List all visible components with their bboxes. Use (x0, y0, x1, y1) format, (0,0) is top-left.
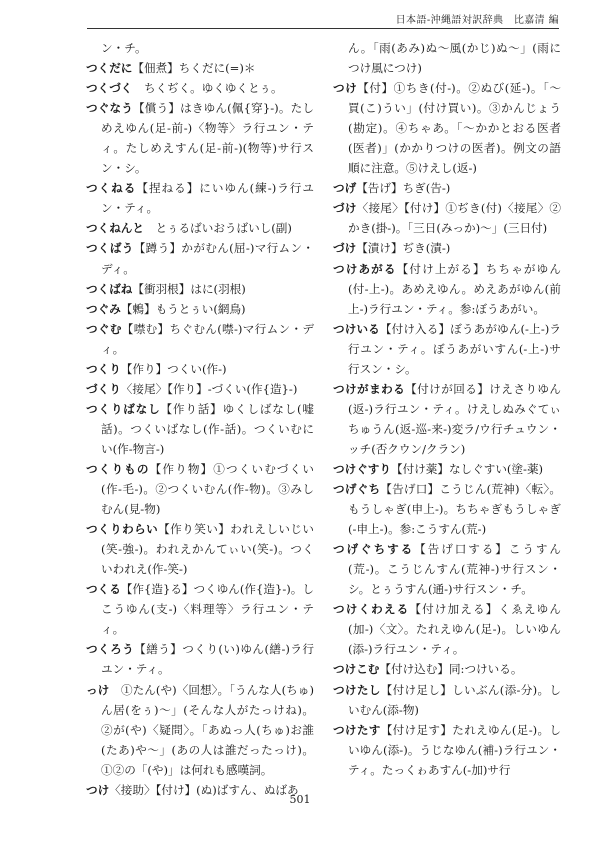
entry-headword: つくり (86, 361, 121, 376)
entry-definition: とぅるばいおうばいし(副) (143, 221, 292, 236)
dictionary-entry (333, 659, 561, 679)
entry-headword: つくだに (86, 61, 133, 76)
dictionary-entry (86, 38, 314, 58)
entry-definition: 【告げ口する】こうすん(荒-)。こうじんすん(荒神-)サ行スン・シ。とぅうすん(通-)サ行スン・チ。 (348, 542, 561, 597)
dictionary-entry (86, 58, 314, 78)
entry-headword: つぐみ (86, 301, 121, 316)
entry-headword: つけいる (333, 321, 380, 336)
entry-definition: 〈接助〉【付け】(ぬ)ばすん、ぬばあ (109, 782, 299, 797)
entry-headword: つくる (86, 582, 121, 597)
dictionary-entry (333, 319, 561, 379)
header-rule (87, 28, 559, 29)
entry-definition: 【付け加える】くゑえゆん(加-)〈文〉。たれえゆん(足-)。しいゆん(添-)ラ行ユン・ティ。 (348, 602, 561, 657)
dictionary-entry (333, 38, 561, 78)
entry-headword: つけこむ (333, 662, 380, 677)
dictionary-entry (86, 639, 314, 679)
dictionary-entry (333, 198, 561, 238)
dictionary-entry (86, 459, 314, 519)
dictionary-entry (86, 680, 314, 780)
entry-definition: 【作り】つくい(作-) (120, 361, 227, 376)
entry-definition: 〈接尾〉【作り】-づくい(作{造}-) (120, 381, 298, 396)
entry-headword: つぐなう (86, 101, 134, 116)
entry-definition: 【鶫】もうとぅい(網鳥) (120, 301, 246, 316)
entry-definition: 【作り笑い】われえしいじい(笑-強-)。われえかんてぃい(笑-)。つくいわれえ(作-笑-) (101, 522, 314, 577)
page-number: 501 (289, 793, 311, 806)
dictionary-entry (86, 519, 314, 579)
entry-definition: 【作り話】ゆくしばなし(嘘話)。つくいばなし(作-話)。つくいむにい(作-物言-) (101, 401, 314, 456)
entry-definition: 【付け足す】たれえゆん(足-)。しいゆん(添-)。うじなゆん(補-)ラ行ユン・ティ。たっくゎあすん(-加)サ行 (348, 722, 561, 777)
left-column (86, 38, 314, 800)
entry-definition: 【蹲う】かがむん(屈-)マ行ムン・ディ。 (101, 241, 314, 276)
dictionary-entry (86, 78, 314, 98)
entry-headword: つけたし (333, 682, 381, 697)
entry-definition: 【付】①ちき(付-)。②ぬび(延-)。「～買(こ)うい」(付け買い)。③かんじょう(勘定)。④ちゃあ。「～かかとおる医者(医者)」(かかりつけの医者)。例文の語順に注意。⑤けえし(返-) (348, 81, 561, 176)
entry-definition: 【告げ口】こうじん(荒神)〈転〉。もうしゃぎ(申上-)。ちちゃぎもうしゃぎ(-申上-)。参:こうすん(荒-) (348, 482, 561, 537)
dictionary-entry (333, 238, 561, 258)
entry-headword: つけ (333, 81, 358, 96)
dictionary-entry (86, 238, 314, 278)
dictionary-entry (86, 319, 314, 359)
dictionary-entry (333, 259, 561, 319)
dictionary-entry (86, 299, 314, 319)
dictionary-entry (86, 279, 314, 299)
entry-headword: つけぐすり (333, 461, 391, 476)
entry-definition: 【告げ】ちぎ(告-) (356, 181, 451, 196)
entry-headword: つけ (86, 782, 110, 797)
entry-headword: つくろう (86, 642, 135, 657)
dictionary-entry (333, 539, 561, 599)
dictionary-entry (333, 178, 561, 198)
entry-definition: 【繕う】つくり(い)ゆん(繕-)ラ行ユン・ティ。 (101, 642, 314, 677)
dictionary-entry (86, 379, 314, 399)
entry-definition: 【付けが回る】けえさりゆん(返-)ラ行ユン・ティ。けえしぬみぐてぃちゅうん(返-巡-来-)変ラ/ウ行チュウン・ッチ(否クウン/クラン) (348, 381, 561, 456)
right-column (333, 38, 561, 780)
entry-headword: っけ (86, 682, 110, 697)
entry-definition: 【捏ねる】にいゆん(練-)ラ行ユン・ティ。 (101, 181, 314, 216)
entry-definition: 【付け入る】ぼうあがゆん(-上-)ラ行ユン・ティ。ぼうあがいすん(-上-)サ行スン・シ。 (348, 321, 561, 376)
dictionary-entry (86, 218, 314, 238)
entry-headword: づくり (86, 381, 121, 396)
dictionary-entry (86, 98, 314, 178)
dictionary-entry (86, 399, 314, 459)
entry-definition: 【漬け】ぢき(漬-) (356, 241, 451, 256)
running-header: 日本語-沖縄語対訳辞典 比嘉清 編 (395, 15, 559, 26)
entry-definition: ちくぢく。ゆくゆくとぅ。 (132, 81, 283, 96)
dictionary-entry (333, 680, 561, 720)
dictionary-entry (86, 579, 314, 639)
entry-definition: ン・チ。 (101, 41, 147, 55)
entry-definition: 【作{造}る】つくゆん(作{造}-)。しこうゆん(支-)〈料理等〉ラ行ユン・ティ。 (101, 582, 314, 637)
entry-headword: つけあがる (333, 261, 397, 276)
entry-headword: つけがまわる (333, 381, 406, 396)
dictionary-entry (333, 379, 561, 459)
entry-definition: 【付け薬】なしぐすい(塗-薬) (390, 461, 544, 476)
entry-headword: つくりわらい (86, 522, 159, 537)
entry-definition: 【付け足し】しいぶん(添-分)。しいむん(添-物) (348, 682, 561, 717)
dictionary-entry (86, 359, 314, 379)
entry-headword: つくばね (86, 281, 133, 296)
entry-headword: つげ (333, 181, 357, 196)
dictionary-entry (86, 178, 314, 218)
entry-headword: つけくわえる (333, 602, 410, 617)
dictionary-entry (333, 78, 561, 178)
entry-headword: つくりばなし (86, 401, 161, 416)
entry-definition: ①たん(や)〈回想〉。「うんな人(ちゅ)ん居(をぅ)～」(そんな人がたっけね)。②が(や)〈疑問〉。「あぬっ人(ちゅ)お誰(たあ)や～」(あの人は誰だったっけ)。①②の「(や)」は何れも感嘆詞。 (101, 682, 314, 777)
entry-headword: つげぐちする (333, 542, 415, 557)
entry-headword: つくづく (86, 81, 133, 96)
entry-definition: 【付け込む】同:つけいる。 (379, 662, 523, 677)
entry-definition: 【付け上がる】ちちゃがゆん(付-上-)。あめえゆん。めえあがゆん(前上-)ラ行ユン・ティ。参:ぼうあがい。 (348, 261, 561, 316)
entry-headword: づけ (333, 201, 357, 216)
entry-headword: つくねる (86, 181, 137, 196)
entry-headword: つけたす (333, 722, 381, 737)
entry-headword: つくねんと (86, 221, 144, 236)
entry-headword: つくりもの (86, 461, 150, 476)
entry-definition: 【衝羽根】はに(羽根) (132, 281, 246, 296)
entry-headword: つくばう (86, 241, 134, 256)
dictionary-entry (333, 599, 561, 659)
dictionary-entry (333, 720, 561, 780)
entry-definition: 〈接尾〉【付け】①ぢき(付)〈接尾〉②かき(掛-)。「三日(みっか)～」(三日付) (348, 201, 561, 236)
entry-definition: ん。「雨(あみ)ぬ～風(かじ)ぬ～」(雨につけ風につけ) (348, 41, 561, 76)
dictionary-entry (333, 479, 561, 539)
entry-definition: 【作り物】①つくいむづくい(作-毛-)。②つくいむん(作-物)。③みしむん(見-物) (101, 461, 314, 517)
entry-definition: 【償う】はきゆん(佩{穿}-)。たしめえゆん(足-前-)〈物等〉ラ行ユン・ティ。たしめえすん(足-前-)(物等)サ行スン・シ。 (101, 101, 314, 176)
entry-headword: つぐむ (86, 321, 122, 336)
entry-definition: 【佃煮】ちくだに(=)＊ (132, 61, 256, 76)
entry-headword: づけ (333, 241, 357, 256)
dictionary-entry (333, 459, 561, 479)
entry-definition: 【噤む】ちぐむん(噤-)マ行ムン・ディ。 (101, 321, 314, 356)
entry-headword: つげぐち (333, 482, 381, 497)
